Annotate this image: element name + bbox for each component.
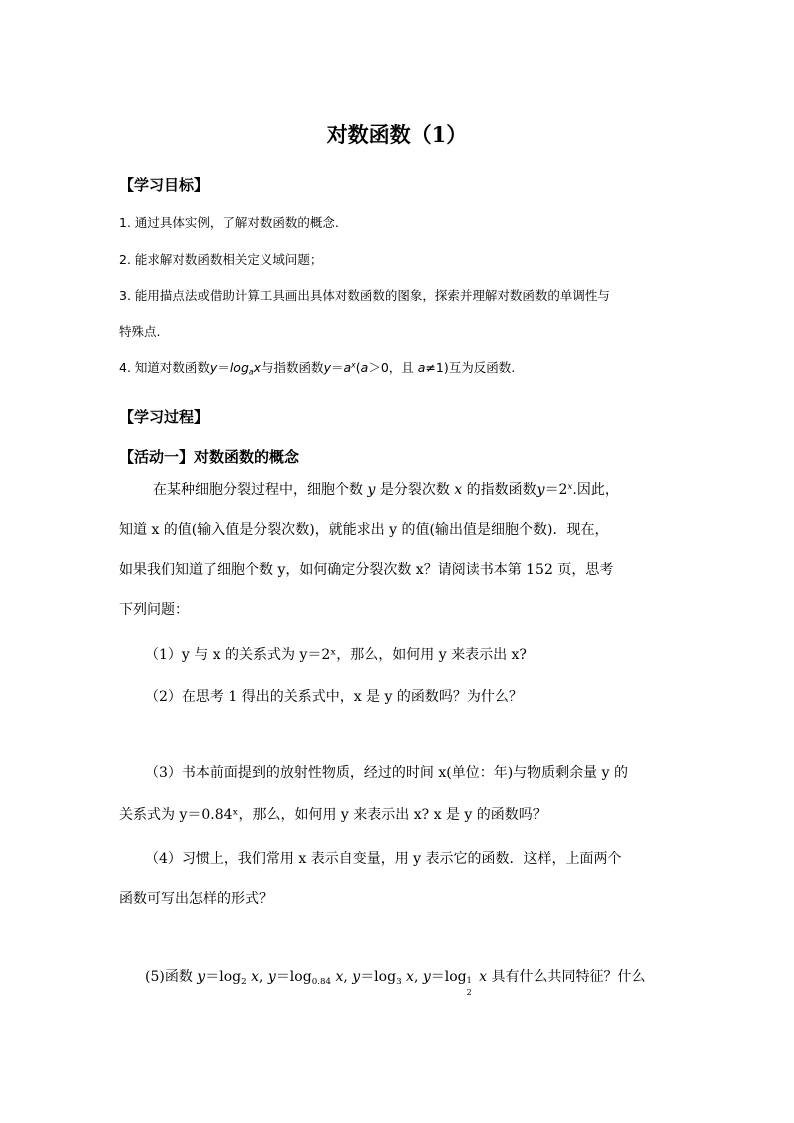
question-3-line-1: （3）书本前面提到的放射性物质，经过的时间 x(单位：年)与物质剩余量 y 的 (145, 765, 628, 781)
question-1: （1）y 与 x 的关系式为 y＝2ˣ，那么，如何用 y 来表示出 x? (145, 647, 527, 663)
formula-exp: $y=a^x(a>0$，且 a≠1) (323, 360, 449, 375)
page-title: 对数函数（1） (326, 122, 468, 147)
formula-log: $y=\log_ax$ (209, 360, 262, 377)
objective-3-line-1: 3. 能用描点法或借助计算工具画出具体对数函数的图象，探索并理解对数函数的单调性与 (119, 288, 610, 303)
formula-log-list: $y=\log_2$ x, $y=\log_{0.84}$ x, $y=\log_3$ x, y＝log 1 2 x (197, 969, 488, 997)
question-2: （2）在思考 1 得出的关系式中，x 是 y 的函数吗？为什么？ (145, 689, 523, 705)
objective-3-line-2: 特殊点. (119, 324, 161, 339)
objective-2: 2. 能求解对数函数相关定义域问题； (119, 252, 323, 267)
intro-line-3: 如果我们知道了细胞个数 y，如何确定分裂次数 x？请阅读书本第 152 页，思考 (119, 562, 614, 578)
activity-1-heading: 【活动一】对数函数的概念 (119, 448, 300, 466)
intro-line-2: 知道 x 的值(输入值是分裂次数)，就能求出 y 的值(输出值是细胞个数)．现在， (119, 522, 609, 538)
question-4-line-1: （4）习惯上，我们常用 x 表示自变量，用 y 表示它的函数．这样，上面两个 (145, 851, 622, 867)
intro-line-1: 在某种细胞分裂过程中，细胞个数 y 是分裂次数 x 的指数函数$y=2^x$.因此， (153, 481, 619, 498)
objective-4: 4. 知道对数函数$y=\log_ax$与指数函数$y=a^x(a>0$，且 a≠1)互为反函数. (119, 360, 516, 377)
question-5: (5)函数 $y=\log_2$ x, $y=\log_{0.84}$ x, $y=\log_3$ x, y＝log 1 2 x 具有什么共同特征？什么 (145, 969, 646, 997)
objectives-heading: 【学习目标】 (119, 176, 210, 194)
process-heading: 【学习过程】 (119, 408, 210, 426)
intro-line-4: 下列问题： (119, 602, 189, 618)
question-4-line-2: 函数可写出怎样的形式？ (119, 891, 273, 907)
question-3-line-2: 关系式为 y＝0.84ˣ，那么，如何用 y 来表示出 x? x 是 y 的函数吗？ (119, 807, 547, 823)
objective-1: 1. 通过具体实例，了解对数函数的概念. (119, 215, 339, 230)
